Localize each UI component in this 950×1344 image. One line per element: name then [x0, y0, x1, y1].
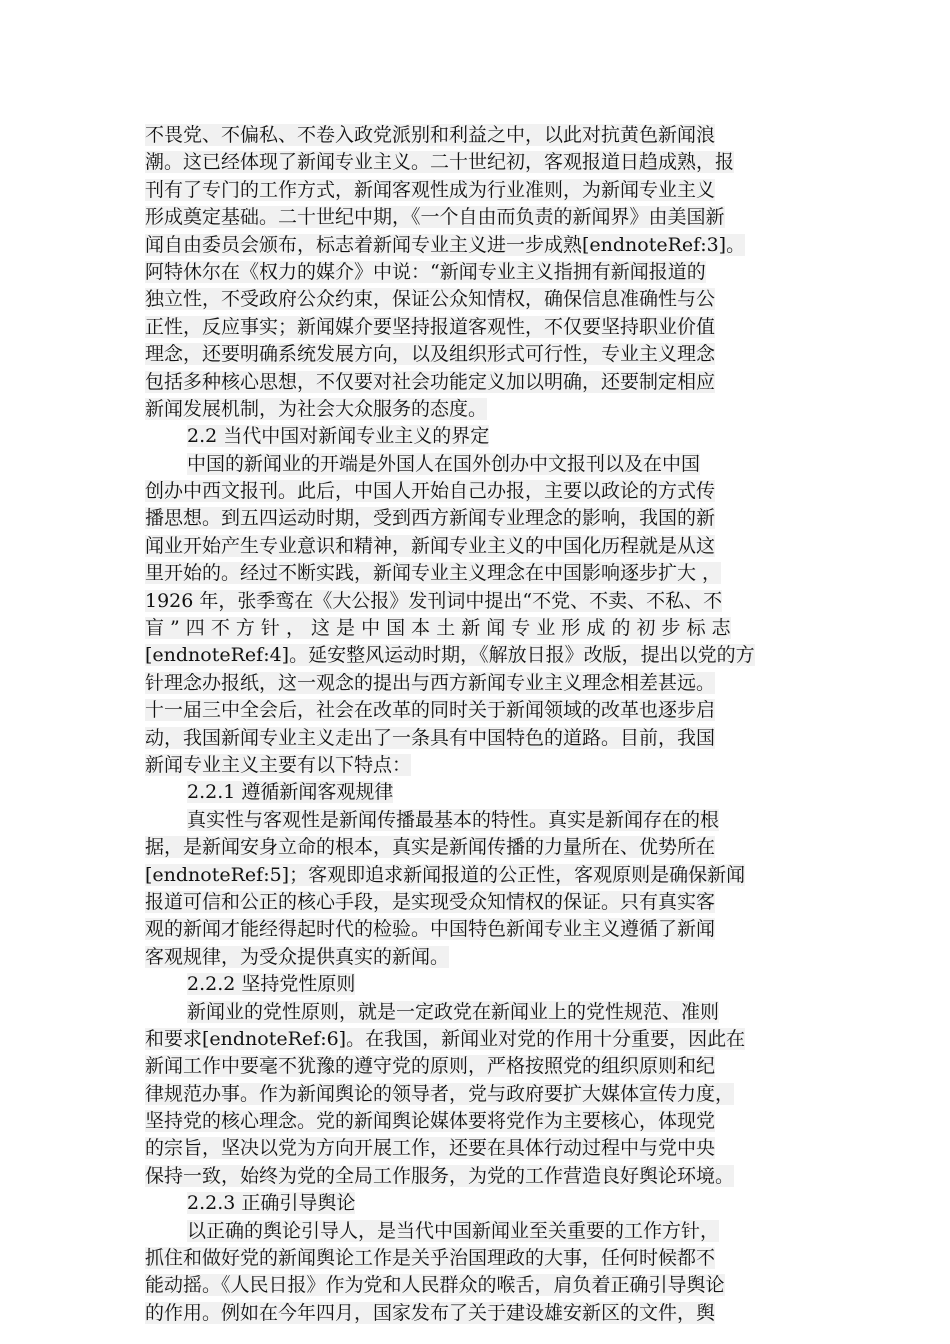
text-line: [145, 1272, 805, 1299]
text-line: [145, 560, 805, 587]
text-line: [145, 505, 805, 532]
text-line: [145, 478, 805, 505]
text-line: [145, 149, 805, 176]
text-line: [145, 1053, 805, 1080]
text-line: [145, 369, 805, 396]
text-line-content: 针理念办报纸，这一观念的提出与西方新闻专业主义理念相差甚远。: [145, 671, 716, 694]
text-line-content: 正性，反应事实；新闻媒介要坚持报道客观性，不仅要坚持职业价值: [145, 315, 716, 338]
text-line-content: 2.2.1 遵循新闻客观规律: [187, 781, 394, 804]
text-line: [145, 889, 805, 916]
text-line-content: [endnoteRef:4]。延安整风运动时期，《解放日报》改版，提出以党的方: [145, 644, 755, 667]
text-line: [145, 642, 805, 669]
text-line: [145, 232, 805, 259]
text-line: [145, 944, 805, 971]
text-line-content: 2.2.3 正确引导舆论: [187, 1192, 356, 1215]
text-line-content: 动，我国新闻专业主义走出了一条具有中国特色的道路。目前，我国: [145, 726, 716, 749]
text-line-content: 的宗旨，坚决以党为方向开展工作，还要在具体行动过程中与党中央: [145, 1137, 716, 1160]
text-line: [145, 807, 805, 834]
text-line: [145, 862, 805, 889]
text-line: [145, 341, 805, 368]
text-line: [145, 834, 805, 861]
text-line: [145, 1190, 805, 1217]
text-line-content: 创办中西文报刊。此后，中国人开始自己办报，主要以政论的方式传: [145, 480, 716, 503]
text-line-content: 新闻业的党性原则，就是一定政党在新闻业上的党性规范、准则: [187, 1000, 720, 1023]
text-line-content: 坚持党的核心理念。党的新闻舆论媒体要将党作为主要核心，体现党: [145, 1110, 716, 1133]
text-line: [145, 1300, 805, 1327]
text-line-content: 和要求[endnoteRef:6]。在我国，新闻业对党的作用十分重要，因此在: [145, 1027, 746, 1050]
text-line: [145, 1026, 805, 1053]
text-line-content: 2.2 当代中国对新闻专业主义的界定: [187, 425, 490, 448]
text-line: [145, 1218, 805, 1245]
text-line-content: 盲 ” 四 不 方 针 ， 这 是 中 国 本 土 新 闻 专 业 形 成 的 初 步 标 志: [145, 617, 731, 640]
text-line: [145, 588, 805, 615]
text-line: [145, 752, 805, 779]
text-line: [145, 533, 805, 560]
text-line: [145, 1108, 805, 1135]
text-line: [145, 999, 805, 1026]
text-line-content: 里开始的。经过不断实践，新闻专业主义理念在中国影响逐步扩大 ，: [145, 562, 722, 585]
text-line-content: 以正确的舆论引导人，是当代中国新闻业至关重要的工作方针，: [187, 1219, 720, 1242]
text-line-content: 的作用。例如在今年四月，国家发布了关于建设雄安新区的文件，舆: [145, 1301, 716, 1324]
text-line-content: [endnoteRef:5]；客观即追求新闻报道的公正性，客观原则是确保新闻: [145, 863, 746, 886]
text-line-content: 2.2.2 坚持党性原则: [187, 973, 356, 996]
text-line-content: 播思想。到五四运动时期，受到西方新闻专业理念的影响，我国的新: [145, 507, 716, 530]
text-line-content: 报道可信和公正的核心手段，是实现受众知情权的保证。只有真实客: [145, 890, 716, 913]
text-line-content: 十一届三中全会后，社会在改革的同时关于新闻领域的改革也逐步启: [145, 699, 716, 722]
text-line: [145, 1163, 805, 1190]
text-line-content: 新闻工作中要毫不犹豫的遵守党的原则，严格按照党的组织原则和纪: [145, 1055, 716, 1078]
text-line-content: 客观规律，为受众提供真实的新闻。: [145, 945, 450, 968]
text-line: [145, 423, 805, 450]
text-line: [145, 177, 805, 204]
text-line-content: 能动摇。《人民日报》作为党和人民群众的喉舌，肩负着正确引导舆论: [145, 1274, 725, 1297]
text-line-content: 独立性，不受政府公众约束，保证公众知情权，确保信息准确性与公: [145, 288, 716, 311]
text-line: [145, 314, 805, 341]
text-line-content: 观的新闻才能经得起时代的检验。中国特色新闻专业主义遵循了新闻: [145, 918, 716, 941]
text-line-content: 真实性与客观性是新闻传播最基本的特性。真实是新闻存在的根: [187, 808, 720, 831]
text-line-content: 中国的新闻业的开端是外国人在国外创办中文报刊以及在中国: [187, 452, 701, 475]
text-line-content: 律规范办事。作为新闻舆论的领导者，党与政府要扩大媒体宣传力度，: [145, 1082, 735, 1105]
text-line: [145, 670, 805, 697]
text-line-content: 包括多种核心思想，不仅要对社会功能定义加以明确，还要制定相应: [145, 370, 716, 393]
text-line: [145, 451, 805, 478]
text-line-content: 不畏党、不偏私、不卷入政党派别和利益之中，以此对抗黄色新闻浪: [145, 124, 716, 146]
text-line: [145, 259, 805, 286]
text-line: [145, 286, 805, 313]
text-line-content: 闻自由委员会颁布，标志着新闻专业主义进一步成熟[endnoteRef:3]。: [145, 233, 746, 256]
text-line-content: 理念，还要明确系统发展方向，以及组织形式可行性，专业主义理念: [145, 343, 716, 366]
text-line: [145, 1135, 805, 1162]
text-line: [145, 1081, 805, 1108]
text-line-content: 阿特休尔在《权力的媒介》中说：“新闻专业主义指拥有新闻报道的: [145, 260, 706, 283]
text-line-content: 闻业开始产生专业意识和精神，新闻专业主义的中国化历程就是从这: [145, 534, 716, 557]
text-line: [145, 779, 805, 806]
text-line: [145, 697, 805, 724]
text-line: [145, 1245, 805, 1272]
text-line-content: 形成奠定基础。二十世纪中期，《一个自由而负责的新闻界》由美国新: [145, 206, 725, 229]
text-line-content: 保持一致，始终为党的全局工作服务，为党的工作营造良好舆论环境。: [145, 1164, 735, 1187]
text-line-content: 抓住和做好党的新闻舆论工作是关乎治国理政的大事，任何时候都不: [145, 1247, 716, 1270]
text-line: [145, 204, 805, 231]
text-line: [145, 916, 805, 943]
text-line-content: 新闻发展机制，为社会大众服务的态度。: [145, 397, 488, 420]
text-line-content: 刊有了专门的工作方式，新闻客观性成为行业准则，为新闻专业主义: [145, 178, 716, 201]
text-line: [145, 971, 805, 998]
text-line-content: 新闻专业主义主要有以下特点：: [145, 753, 412, 776]
text-line: [145, 122, 805, 149]
text-line: [145, 615, 805, 642]
text-line-content: 1926 年，张季鸾在《大公报》发刊词中提出“不党、不卖、不私、不: [145, 589, 723, 612]
text-line-content: 据，是新闻安身立命的根本，真实是新闻传播的力量所在、优势所在: [145, 836, 716, 859]
document-body: [145, 122, 805, 1327]
text-line-content: 潮。这已经体现了新闻专业主义。二十世纪初，客观报道日趋成熟，报: [145, 151, 735, 174]
text-line: [145, 725, 805, 752]
text-line: [145, 396, 805, 423]
